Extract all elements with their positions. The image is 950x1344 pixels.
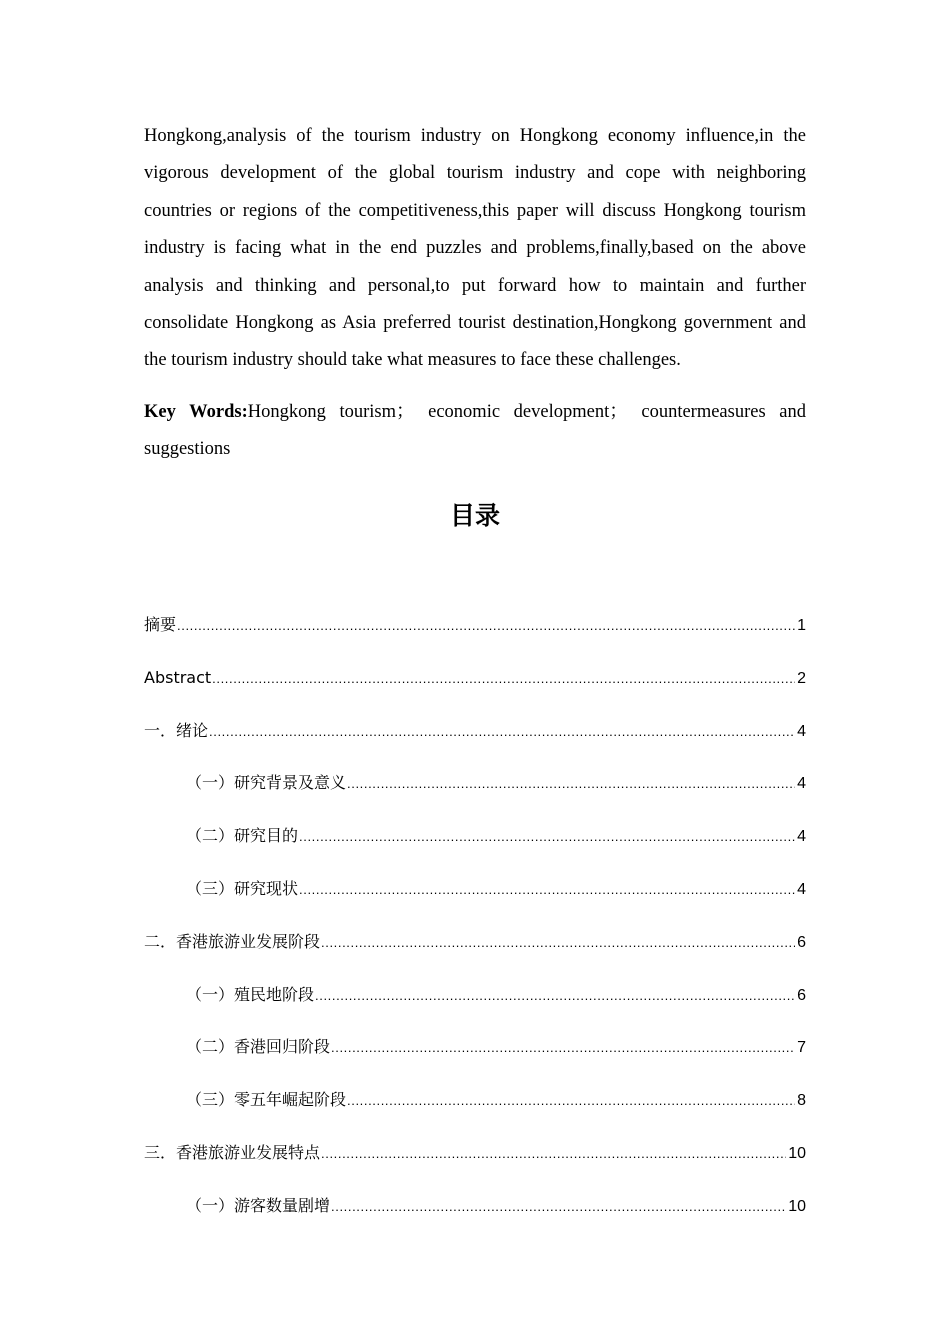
toc-dot-leader [209,714,795,750]
toc-entry-1-3[interactable] [144,871,806,924]
toc-dot-leader [321,925,795,961]
toc-entry-label: （一）研究背景及意义 [186,773,347,793]
toc-page-number: 1 [797,617,806,634]
toc-entry-abstract-en[interactable] [144,660,806,713]
toc-entry-chapter-1[interactable] [144,713,806,766]
toc-entry-label: （三）研究现状 [186,878,299,898]
toc-dot-leader [347,766,795,802]
toc-dot-leader [347,1083,795,1119]
toc-page-number: 6 [797,933,806,951]
toc-page-number: 4 [797,828,806,846]
toc-dot-leader [331,1030,795,1066]
toc-page-number: 10 [788,1144,806,1162]
toc-entry-chapter-3[interactable] [144,1135,806,1188]
abstract-paragraph: Hongkong,analysis of the tourism industry on Hongkong economy influence,in the vigorous development of the global tourism industry and cope with neighboring countries or regions of the competitiveness,this paper will discuss Hongkong tourism industry is facing what in the end puzzles and problems,finally,based on the above analysis and thinking and personal,to put forward how to maintain and further consolidate Hongkong as Asia preferred tourist destination,Hongkong government and the tourism industry should take what measures to face these challenges. [144,126,806,371]
toc-page-number: 4 [797,775,806,793]
toc-entry-1-1[interactable] [144,765,806,818]
toc-entry-label: 二．香港旅游业发展阶段 [144,931,321,951]
keywords-text: Hongkong tourism； economic development； countermeasures and suggestions [144,402,806,460]
toc-entry-label: Abstract [144,667,212,687]
toc-entry-2-2[interactable] [144,1029,806,1082]
toc-page-number: 6 [797,986,806,1004]
toc-page-number: 7 [797,1039,806,1057]
toc-dot-leader [177,608,795,644]
toc-page-number: 4 [797,880,806,898]
toc-entry-label: （一）殖民地阶段 [186,984,315,1004]
table-of-contents [144,607,806,1241]
toc-entry-label: （一）游客数量剧增 [186,1195,331,1215]
keywords-line [144,394,806,469]
toc-dot-leader [331,1189,786,1225]
toc-entry-abstract-cn[interactable] [144,607,806,660]
toc-entry-label: （三）零五年崛起阶段 [186,1090,347,1110]
toc-dot-leader [299,872,795,908]
keywords-label: Key Words: [144,402,248,422]
toc-entry-chapter-2[interactable] [144,924,806,977]
toc-dot-leader [299,819,795,855]
toc-dot-leader [321,1136,786,1172]
toc-entry-label: （二）研究目的 [186,826,299,846]
toc-entry-label: 摘要 [144,615,177,634]
toc-page-number: 10 [788,1197,806,1215]
toc-page-number: 8 [797,1092,806,1110]
toc-entry-label: 三．香港旅游业发展特点 [144,1142,321,1162]
toc-entry-label: （二）香港回归阶段 [186,1037,331,1057]
toc-dot-leader [315,978,795,1014]
toc-entry-1-2[interactable] [144,818,806,871]
toc-entry-2-1[interactable] [144,977,806,1030]
toc-entry-3-1[interactable] [144,1188,806,1241]
toc-page-number: 4 [797,722,806,740]
toc-title: 目录 [449,501,500,530]
toc-entry-2-3[interactable] [144,1082,806,1135]
toc-dot-leader [212,661,795,697]
toc-entry-label: 一．绪论 [144,720,209,740]
toc-page-number: 2 [797,669,806,687]
